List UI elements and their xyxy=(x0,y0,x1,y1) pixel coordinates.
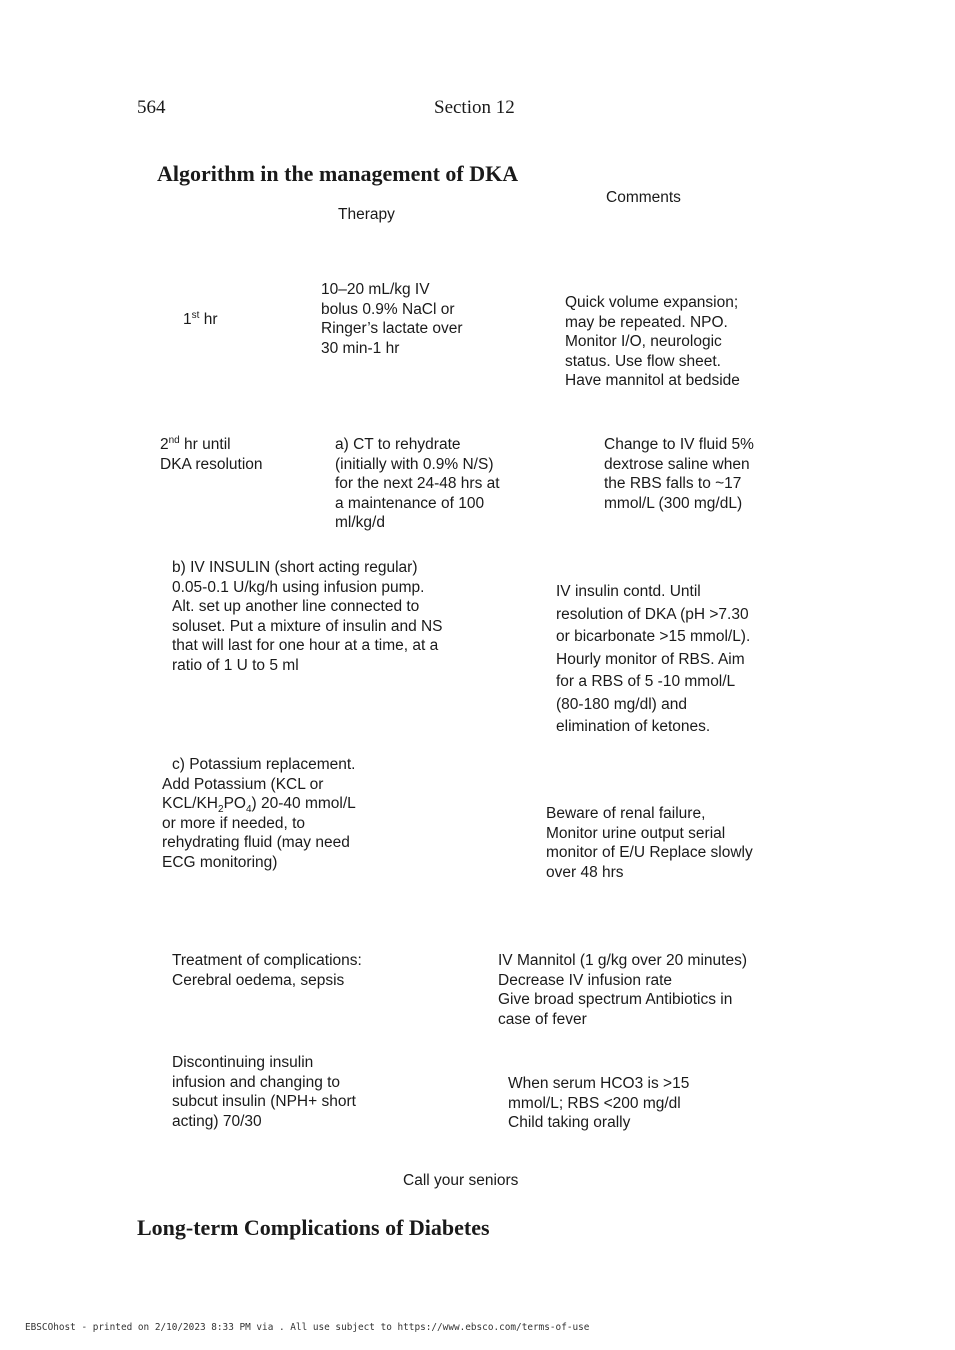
comment-insulin: IV insulin contd. Until resolution of DKA (pH >7.30 or bicarbonate >15 mmol/L). Hourly monitor of RBS. Aim for a RBS of 5 -10 mmol/L (80-180 mg/dl) and elimination of ketones. xyxy=(556,583,751,735)
therapy-column-header: Therapy xyxy=(338,206,395,223)
step-label-second-hour: 2nd hr until DKA resolution xyxy=(160,434,263,473)
page-number: 564 xyxy=(137,97,166,118)
page-title: Algorithm in the management of DKA xyxy=(157,161,519,186)
therapy-discontinue-insulin: Discontinuing insulin infusion and changing to subcut insulin (NPH+ short acting) 70/30 xyxy=(172,1054,356,1130)
comment-potassium: Beware of renal failure, Monitor urine output serial monitor of E/U Replace slowly over 48 hrs xyxy=(546,805,753,881)
therapy-rehydration: a) CT to rehydrate (initially with 0.9% N/S) for the next 24-48 hrs at a maintenance of 100 ml/kg/d xyxy=(335,436,500,532)
call-seniors-note: Call your seniors xyxy=(403,1172,519,1189)
comment-rehydration: Change to IV fluid 5% dextrose saline when the RBS falls to ~17 mmol/L (300 mg/dL) xyxy=(604,436,754,512)
comment-discontinue-insulin: When serum HCO3 is >15 mmol/L; RBS <200 mg/dl Child taking orally xyxy=(508,1075,690,1132)
comment-complications: IV Mannitol (1 g/kg over 20 minutes) Decrease IV infusion rate Give broad spectrum Antibiotics in case of fever xyxy=(498,952,747,1028)
section-heading: Long-term Complications of Diabetes xyxy=(137,1215,490,1240)
comments-column-header: Comments xyxy=(606,189,681,206)
therapy-first-hour: 10–20 mL/kg IV bolus 0.9% NaCl or Ringer’s lactate over 30 min-1 hr xyxy=(321,281,463,357)
section-label: Section 12 xyxy=(434,97,515,118)
print-footer: EBSCOhost - printed on 2/10/2023 8:33 PM via . All use subject to https://www.ebsco.com/terms-of-use xyxy=(25,1322,590,1333)
therapy-potassium: c) Potassium replacement. Add Potassium (KCL or KCL/$KH_2PO_4$) 20-40 mmol/L or more if needed, to rehydrating fluid (may need ECG monitoring) xyxy=(162,756,356,871)
therapy-insulin: b) IV INSULIN (short acting regular) 0.05-0.1 U/kg/h using infusion pump. Alt. set up another line connected to soluset. Put a mixture of insulin and NS that will last for one hour at a time, at a ratio of 1 U to 5 ml xyxy=(172,559,443,674)
step-label-first-hour: 1st hr xyxy=(183,309,218,328)
comment-first-hour: Quick volume expansion; may be repeated. NPO. Monitor I/O, neurologic status. Use flow sheet. Have mannitol at bedside xyxy=(565,294,740,390)
therapy-complications: Treatment of complications: Cerebral oedema, sepsis xyxy=(172,952,362,989)
